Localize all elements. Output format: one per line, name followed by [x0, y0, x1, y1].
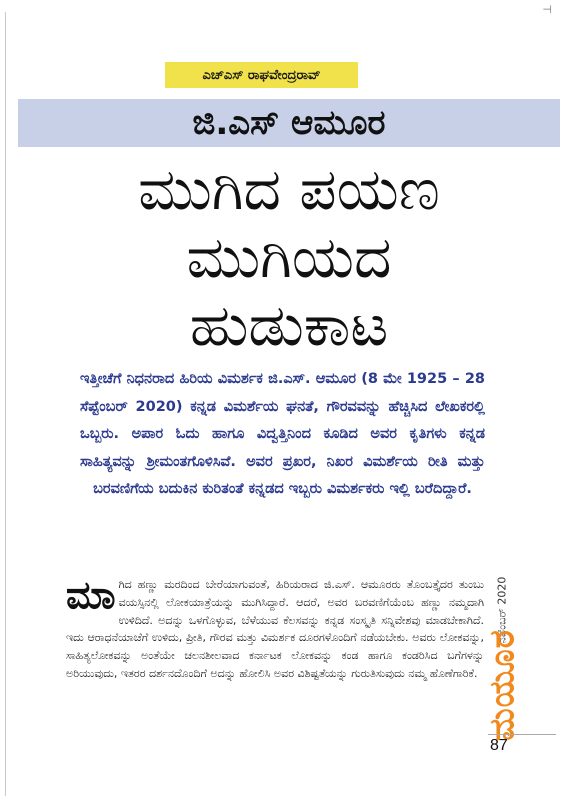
article-title — [18, 155, 560, 359]
issue-date-label: ನವೆಂಬರ್ 2020 — [495, 576, 508, 644]
crop-mark: ⊣ — [542, 3, 552, 16]
page-number: 87 — [490, 737, 508, 754]
left-margin-rule — [5, 12, 6, 796]
title-line: ಹುಡುಕಾಟ — [189, 291, 389, 359]
drop-cap: ಮಾ — [66, 573, 116, 617]
body-text: ಗಿದ ಹಣ್ಣು ಮರದಿಂದ ಬೇರೆಯಾಗುವಂತೆ, ಹಿರಿಯರಾದ ಜಿ.ಎಸ್. ಆಮೂರರು ತೊಂಬತ್ತೈದರ ತುಂಬು ವಯಸ್ಸಿನಲ್ಲಿ ಲೋಕಯಾತ್ರೆಯನ್ನು ಮುಗಿಸಿದ್ದಾರೆ. ಆದರೆ, ಅವರ ಬರವಣಿಗೆಯೆಂಬ ಹಣ್ಣು ನಮ್ಮದಾಗಿ ಉಳಿದಿದೆ. ಅದನ್ನು ಒಳಗೊಳ್ಳುವ, ಬೆಳೆಯುವ ಕೆಲಸವನ್ನು ಕನ್ನಡ ಸಂಸ್ಕೃತಿ ಸನ್ನಿವೇಶವು ಮಾಡಬೇಕಾಗಿದೆ. ಇದು ಆರಾಧನೆಯಾಚೆಗೆ ಉಳಿದು, ಪ್ರೀತಿ, ಗೌರವ ಮತ್ತು ವಿಮರ್ಶಕ ದೂರಗಳೊಂದಿಗೆ ನಡೆಯಬೇಕು. ಅವರು ಲೋಕವನ್ನು, ಸಾಹಿತ್ಯಲೋಕವನ್ನು ಅಂತೆಯೇ ಚಲನಶೀಲವಾದ ಕರ್ನಾಟಕ ಲೋಕವನ್ನು ಕಂಡ ಹಾಗೂ ಕಂಡರಿಸಿದ ಬಗೆಗಳನ್ನು ಅರಿಯುವುದು, ಇತರರ ದರ್ಶನದೊಂದಿಗೆ ಅದನ್ನು ಹೋಲಿಸಿ ಅವರ ವಿಶಿಷ್ಟತೆಯನ್ನು ಗುರುತಿಸುವುದು ನಮ್ಮ ಹೊಣೆಗಾರಿಕೆ. — [66, 578, 484, 680]
subject-name-banner: ಜಿ.ಎಸ್ ಆಮೂರ — [18, 99, 560, 147]
footer-rule — [488, 734, 556, 735]
magazine-name: ಮಯೂರ — [483, 629, 523, 741]
intro-paragraph: ಇತ್ತೀಚೆಗೆ ನಿಧನರಾದ ಹಿರಿಯ ವಿಮರ್ಶಕ ಜಿ.ಎಸ್. ಆಮೂರ (8 ಮೇ 1925 – 28 ಸೆಪ್ಟೆಂಬರ್ 2020) ಕನ್ನಡ ವಿಮರ್ಶೆಯ ಘನತೆ, ಗೌರವವನ್ನು ಹೆಚ್ಚಿಸಿದ ಲೇಖಕರಲ್ಲಿ ಒಬ್ಬರು. ಅಪಾರ ಓದು ಹಾಗೂ ವಿದ್ವತ್ತಿನಿಂದ ಕೂಡಿದ ಅವರ ಕೃತಿಗಳು ಕನ್ನಡ ಸಾಹಿತ್ಯವನ್ನು ಶ್ರೀಮಂತಗೊಳಿಸಿವೆ. ಅವರ ಪ್ರಖರ, ನಿಖರ ವಿಮರ್ಶೆಯ ರೀತಿ ಮತ್ತು ಬರವಣಿಗೆಯ ಬದುಕಿನ ಕುರಿತಂತೆ ಕನ್ನಡದ ಇಬ್ಬರು ವಿಮರ್ಶಕರು ಇಲ್ಲಿ ಬರೆದಿದ್ದಾರೆ. — [80, 371, 485, 498]
author-tag: ಎಚ್ಎಸ್ ರಾಘವೇಂದ್ರರಾವ್ — [165, 62, 358, 88]
body-paragraph — [66, 573, 484, 683]
magazine-logo — [478, 629, 528, 741]
title-line: ಮುಗಿಯದ — [186, 223, 392, 291]
issue-date — [462, 576, 542, 644]
title-line: ಮುಗಿದ ಪಯಣ — [138, 155, 440, 223]
